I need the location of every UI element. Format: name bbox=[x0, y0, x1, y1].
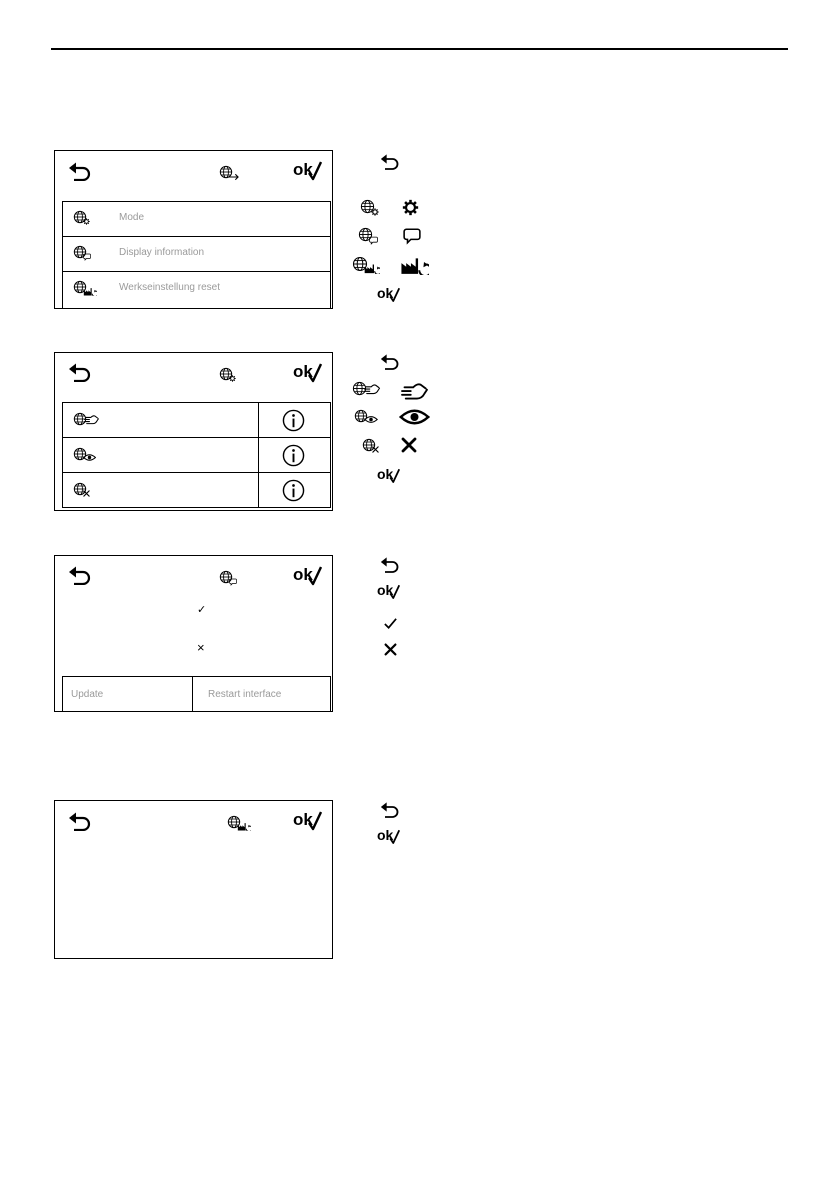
globe-x-icon bbox=[362, 438, 376, 457]
hand-icon bbox=[398, 381, 431, 401]
ok-label: ok bbox=[293, 565, 313, 584]
mode-info-button[interactable] bbox=[258, 403, 331, 437]
globe-chat-icon bbox=[219, 570, 233, 589]
update-button-label: Update bbox=[71, 689, 104, 700]
update-button[interactable] bbox=[63, 677, 193, 712]
globe-hand-icon bbox=[352, 381, 367, 401]
globe-hand-icon bbox=[73, 412, 87, 431]
settings-menu bbox=[62, 201, 331, 308]
ok-label: ok bbox=[377, 466, 394, 482]
back-arrow-icon[interactable] bbox=[68, 565, 92, 585]
back-arrow-icon bbox=[380, 556, 400, 573]
menu-item-label: Mode bbox=[119, 212, 145, 223]
globe-factory-reset-icon bbox=[352, 256, 368, 277]
menu-item-factory-reset[interactable] bbox=[63, 272, 330, 308]
ok-label: ok bbox=[377, 827, 394, 843]
ok-label: ok bbox=[377, 285, 394, 301]
globe-gear-icon bbox=[360, 199, 375, 219]
mode-info-button[interactable] bbox=[258, 438, 331, 472]
globe-eye-icon bbox=[354, 409, 368, 428]
info-icon bbox=[282, 444, 305, 467]
globe-chat-icon bbox=[358, 227, 373, 247]
globe-gear-icon bbox=[73, 210, 87, 229]
mode-item-eye[interactable] bbox=[63, 438, 330, 473]
globe-chat-icon bbox=[73, 245, 87, 264]
back-arrow-icon bbox=[380, 353, 400, 370]
check-icon bbox=[383, 616, 398, 631]
menu-item-label: Werkseinstellung reset bbox=[119, 282, 220, 293]
mode-info-button[interactable] bbox=[258, 473, 331, 507]
globe-factory-reset-icon bbox=[73, 280, 87, 299]
factory-reset-screen bbox=[54, 800, 333, 959]
globe-arrows-icon bbox=[219, 165, 233, 184]
back-arrow-icon[interactable] bbox=[68, 362, 92, 382]
back-arrow-icon[interactable] bbox=[68, 811, 92, 831]
globe-gear-icon bbox=[219, 367, 233, 386]
mode-item-hand[interactable] bbox=[63, 403, 330, 438]
chat-bubble-icon bbox=[403, 227, 421, 245]
x-icon bbox=[401, 437, 417, 453]
status-cross: × bbox=[197, 640, 205, 655]
mode-list bbox=[62, 402, 331, 508]
menu-item-label: Display information bbox=[119, 247, 205, 258]
status-check: ✓ bbox=[197, 604, 207, 616]
ok-label: ok bbox=[293, 810, 313, 829]
menu-item-mode[interactable] bbox=[63, 202, 330, 237]
globe-x-icon bbox=[73, 482, 87, 501]
eye-icon bbox=[399, 407, 430, 427]
mode-item-off[interactable] bbox=[63, 473, 330, 507]
back-arrow-icon bbox=[380, 153, 400, 170]
factory-reset-icon bbox=[400, 256, 429, 275]
globe-eye-icon bbox=[73, 447, 87, 466]
display-information-screen bbox=[54, 555, 333, 712]
back-arrow-icon[interactable] bbox=[68, 161, 92, 181]
info-icon bbox=[282, 479, 305, 502]
info-icon bbox=[282, 409, 305, 432]
restart-interface-label: Restart interface bbox=[208, 689, 282, 700]
action-buttons bbox=[62, 676, 331, 712]
x-icon bbox=[384, 643, 397, 656]
gear-icon bbox=[402, 199, 419, 216]
ok-label: ok bbox=[293, 362, 313, 381]
top-rule bbox=[51, 48, 788, 50]
ok-label: ok bbox=[377, 582, 394, 598]
menu-item-display-information[interactable] bbox=[63, 237, 330, 272]
globe-factory-reset-icon bbox=[227, 815, 241, 834]
settings-menu-screen bbox=[54, 150, 333, 309]
ok-label: ok bbox=[293, 160, 313, 179]
mode-selection-screen bbox=[54, 352, 333, 511]
restart-interface-button[interactable] bbox=[193, 677, 330, 712]
back-arrow-icon bbox=[380, 801, 400, 818]
